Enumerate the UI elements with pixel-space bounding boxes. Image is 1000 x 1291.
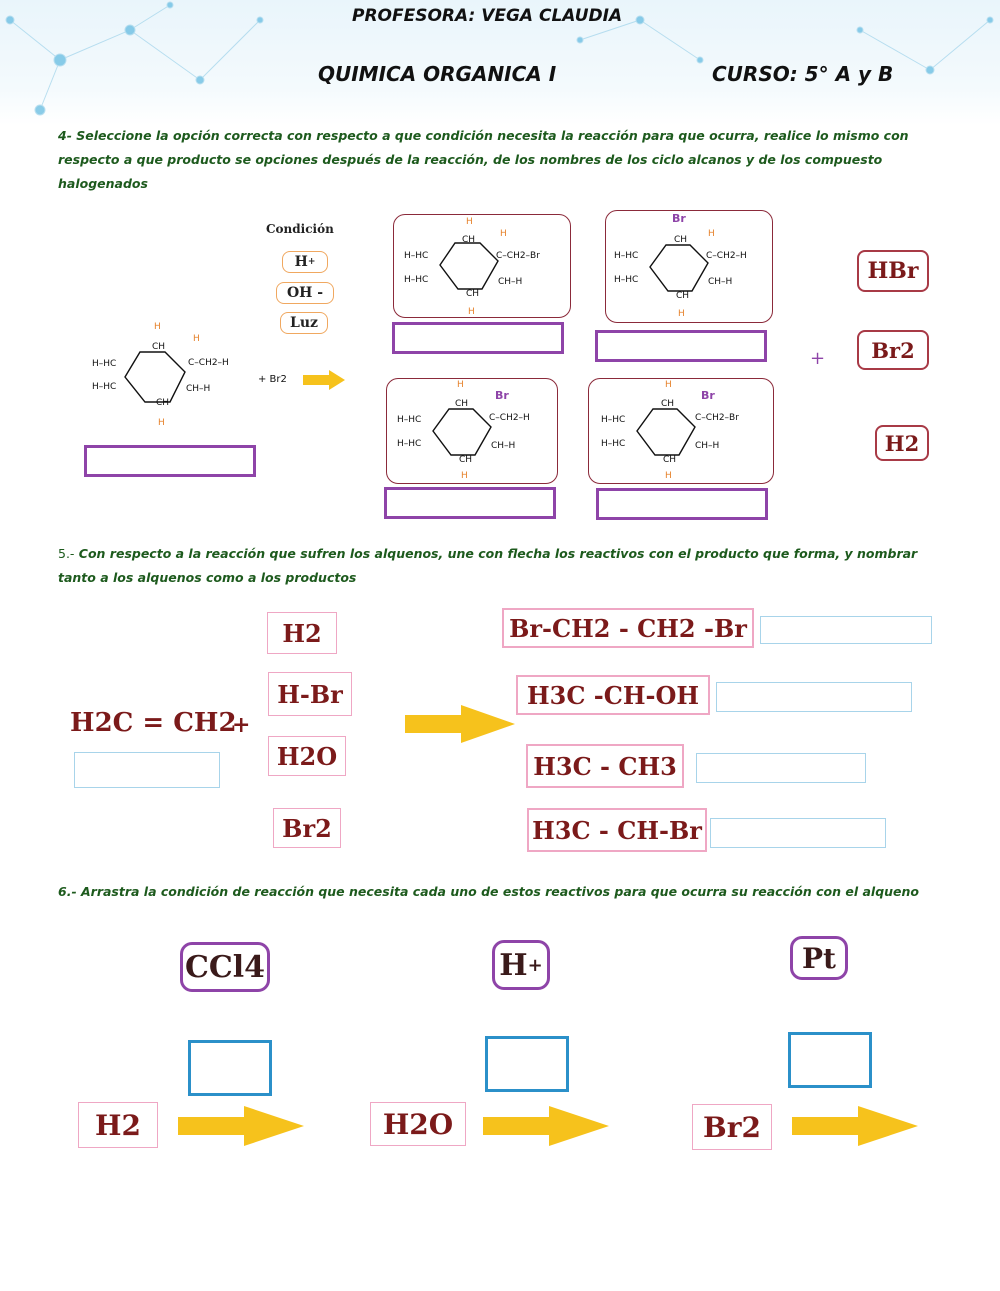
- reagent-br2[interactable]: [273, 808, 341, 848]
- atom-h: H: [665, 471, 672, 481]
- atom-ch2br: C–CH2–Br: [496, 251, 540, 261]
- condition-luz-label: Luz: [290, 315, 318, 331]
- atom-h: H: [154, 322, 161, 332]
- q5-prompt: [58, 542, 938, 590]
- product-dibromoethane[interactable]: [502, 608, 754, 648]
- reaction-arrow: [405, 705, 515, 743]
- drop-zone-3[interactable]: [788, 1032, 872, 1088]
- reaction-arrow: [483, 1106, 609, 1146]
- atom-h: H: [461, 471, 468, 481]
- reactant-name-input[interactable]: [84, 445, 256, 477]
- reagent-br2: + Br2: [258, 374, 287, 385]
- atom-h: H: [708, 229, 715, 239]
- reagent-hbr[interactable]: [268, 672, 352, 716]
- atom-ch2h: C–CH2–H: [706, 251, 747, 261]
- atom-hc: H–HC: [601, 415, 626, 425]
- atom-hc: H–HC: [614, 275, 639, 285]
- atom-ch: CH: [663, 455, 677, 465]
- product-3-name-input[interactable]: [696, 753, 866, 783]
- atom-chh: CH–H: [491, 441, 516, 451]
- atom-hc: H–HC: [397, 439, 422, 449]
- atom-ch: CH: [466, 289, 480, 299]
- atom-ch: CH: [674, 235, 688, 245]
- product-bromoethane[interactable]: [527, 808, 707, 852]
- q6-reagent-h2-label: H2: [95, 1108, 141, 1142]
- plus-sign: +: [232, 712, 251, 738]
- condition-luz[interactable]: [280, 312, 328, 334]
- byproduct-hbr[interactable]: [857, 250, 929, 292]
- atom-ch: CH: [459, 455, 473, 465]
- product-3-name-input[interactable]: [384, 487, 556, 519]
- alkene-formula: H2C = CH2: [70, 708, 237, 738]
- q6-reagent-h2[interactable]: [78, 1102, 158, 1148]
- product-4-name-input[interactable]: [596, 488, 768, 520]
- product-ethanol[interactable]: [516, 675, 710, 715]
- product-ethane-label: H3C - CH3: [533, 751, 677, 781]
- atom-ch2h: C–CH2–H: [188, 358, 229, 368]
- product-card-3[interactable]: [386, 378, 558, 484]
- condition-ccl4[interactable]: [180, 942, 270, 992]
- byproduct-h2[interactable]: [875, 425, 929, 461]
- reagent-br2-label: Br2: [282, 813, 332, 843]
- reagent-h2o-label: H2O: [276, 741, 338, 771]
- atom-br: Br: [701, 389, 715, 402]
- product-card-4[interactable]: [588, 378, 774, 484]
- byproduct-h2-label: H2: [884, 430, 920, 456]
- product-1-name-input[interactable]: [392, 322, 564, 354]
- reactant-molecule: [90, 322, 260, 432]
- atom-ch2h: C–CH2–H: [489, 413, 530, 423]
- product-bromoethane-label: H3C - CH-Br: [532, 815, 702, 845]
- atom-ch: CH: [661, 399, 675, 409]
- atom-br: Br: [495, 389, 509, 402]
- condition-title: Condición: [266, 222, 334, 236]
- q4-prompt: 4- Seleccione la opción correcta con respecto a que condición necesita la reacción para que ocurra, realice lo mismo con respecto a que producto se opciones después de la reacción, de los nombres de los ciclo alcanos y de los compuesto halogenados: [58, 128, 909, 191]
- q5-number: 5.-: [58, 546, 75, 561]
- course-label: CURSO: 5° A y B: [712, 62, 894, 86]
- atom-hc: H–HC: [397, 415, 422, 425]
- condition-pt-label: Pt: [802, 941, 836, 975]
- condition-ccl4-label: CCl4: [184, 949, 266, 985]
- q6-reagent-br2[interactable]: [692, 1104, 772, 1150]
- atom-h: H: [158, 418, 165, 428]
- atom-h: H: [457, 380, 464, 390]
- reagent-h2[interactable]: [267, 612, 337, 654]
- byproduct-br2[interactable]: [857, 330, 929, 370]
- atom-h: H: [678, 309, 685, 319]
- atom-chh: CH–H: [186, 384, 211, 394]
- atom-ch: CH: [455, 399, 469, 409]
- atom-hc: H–HC: [614, 251, 639, 261]
- byproduct-br2-label: Br2: [871, 337, 915, 363]
- product-card-2[interactable]: [605, 210, 773, 323]
- reaction-arrow: [178, 1106, 304, 1146]
- atom-hc: H–HC: [601, 439, 626, 449]
- plus-sign: +: [810, 348, 826, 369]
- product-card-1[interactable]: [393, 214, 571, 318]
- byproduct-hbr-label: HBr: [867, 258, 919, 284]
- q6-reagent-h2o[interactable]: [370, 1102, 466, 1146]
- atom-hc: H–HC: [404, 275, 429, 285]
- atom-h: H: [193, 334, 200, 344]
- atom-ch: CH: [676, 291, 690, 301]
- atom-chh: CH–H: [695, 441, 720, 451]
- product-4-name-input[interactable]: [710, 818, 886, 848]
- condition-oh[interactable]: [276, 282, 334, 304]
- atom-hc: H–HC: [92, 359, 117, 369]
- teacher-name: PROFESORA: VEGA CLAUDIA: [352, 6, 623, 26]
- reagent-hbr-label: H-Br: [277, 679, 343, 709]
- atom-chh: CH–H: [708, 277, 733, 287]
- product-dibromoethane-label: Br-CH2 - CH2 -Br: [509, 613, 747, 643]
- atom-chh: CH–H: [498, 277, 523, 287]
- product-1-name-input[interactable]: [760, 616, 932, 644]
- q5-prompt-text: Con respecto a la reacción que sufren los alquenos, une con flecha los reactivos con el producto que forma, y nombrar tanto a los alquenos como a los productos: [58, 546, 918, 585]
- atom-hc: H–HC: [404, 251, 429, 261]
- reagent-h2o[interactable]: [268, 736, 346, 776]
- product-ethane[interactable]: [526, 744, 684, 788]
- drop-zone-1[interactable]: [188, 1040, 272, 1096]
- drop-zone-2[interactable]: [485, 1036, 569, 1092]
- product-2-name-input[interactable]: [716, 682, 912, 712]
- subject-title: QUIMICA ORGANICA I: [318, 62, 557, 86]
- condition-oh-label: OH -: [286, 285, 324, 301]
- atom-hc: H–HC: [92, 382, 117, 392]
- atom-h: H: [500, 229, 507, 239]
- atom-ch: CH: [152, 342, 166, 352]
- product-2-name-input[interactable]: [595, 330, 767, 362]
- condition-h-plus[interactable]: H +: [492, 940, 550, 990]
- atom-ch: CH: [462, 235, 476, 245]
- alkene-name-input[interactable]: [74, 752, 220, 788]
- atom-h: H: [468, 307, 475, 317]
- product-ethanol-label: H3C -CH-OH: [526, 680, 700, 710]
- atom-ch2br: C–CH2–Br: [695, 413, 739, 423]
- condition-h-plus[interactable]: H +: [282, 251, 328, 273]
- q6-prompt: 6.- Arrastra la condición de reacción que necesita cada uno de estos reactivos para que ocurra su reacción con el alqueno: [58, 884, 920, 899]
- reaction-arrow: [303, 370, 345, 390]
- atom-h: H: [466, 217, 473, 227]
- atom-br: Br: [672, 212, 686, 225]
- reaction-arrow: [792, 1106, 918, 1146]
- q6-reagent-h2o-label: H2O: [382, 1107, 454, 1141]
- q6-reagent-br2-label: Br2: [703, 1110, 761, 1144]
- reagent-h2-label: H2: [282, 618, 322, 648]
- atom-h: H: [665, 380, 672, 390]
- atom-ch: CH: [156, 398, 170, 408]
- condition-pt[interactable]: [790, 936, 848, 980]
